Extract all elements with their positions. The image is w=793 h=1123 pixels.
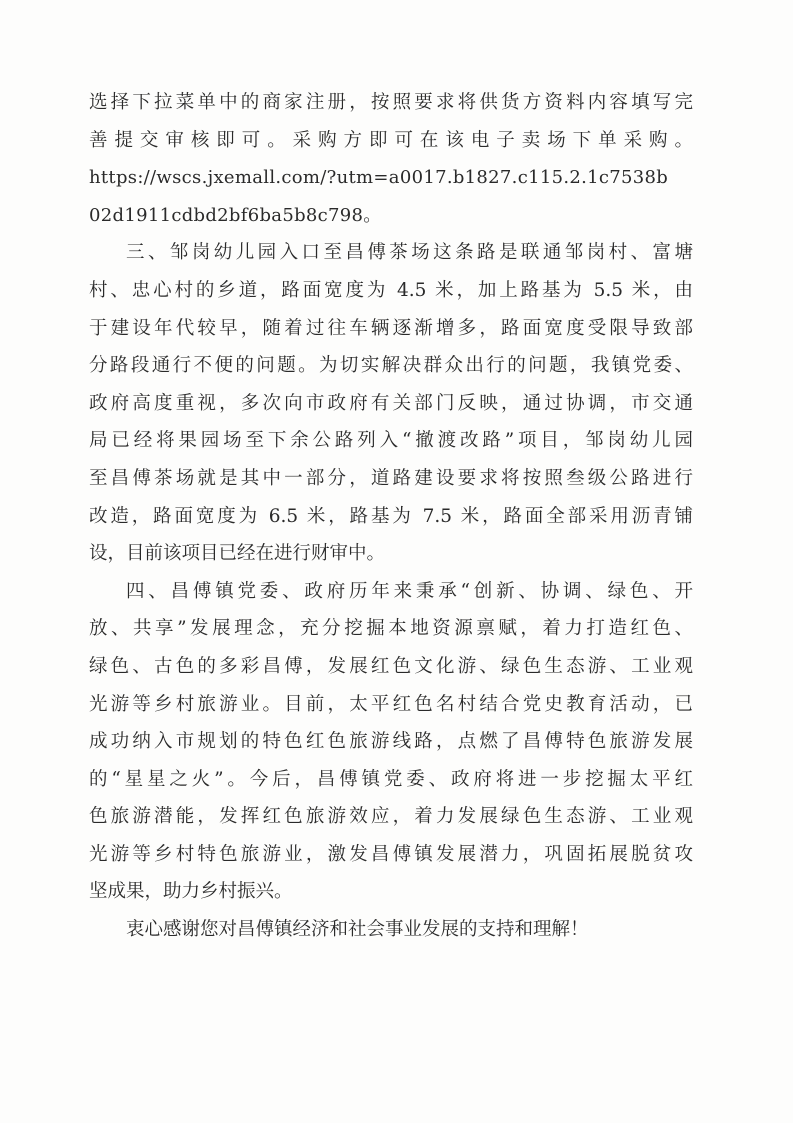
text-line: 于建设年代较早，随着过往车辆逐渐增多，路面宽度受限导致部 <box>89 317 693 339</box>
text-line: 分路段通行不便的问题。为切实解决群众出行的问题，我镇党委、 <box>89 355 693 377</box>
text-line: 绿色、古色的多彩昌傅，发展红色文化游、绿色生态游、工业观 <box>89 655 693 677</box>
text-line: 放、共享”发展理念，充分挖掘本地资源禀赋，着力打造红色、 <box>89 618 693 640</box>
text-line: 改造，路面宽度为 6.5 米，路基为 7.5 米，路面全部采用沥青铺 <box>89 505 693 527</box>
text-line: 三、邹岗幼儿园入口至昌傅茶场这条路是联通邹岗村、富塘 <box>126 242 693 264</box>
text-line: 局已经将果园场至下余公路列入“撤渡改路”项目，邹岗幼儿园 <box>89 430 693 452</box>
text-line: 善提交审核即可。采购方即可在该电子卖场下单采购。 <box>89 129 693 151</box>
text-line: 光游等乡村特色旅游业，激发昌傅镇发展潜力，巩固拓展脱贫攻 <box>89 843 693 865</box>
text-line: 的“星星之火”。今后，昌傅镇党委、政府将进一步挖掘太平红 <box>89 768 693 790</box>
text-line: 光游等乡村旅游业。目前，太平红色名村结合党史教育活动，已 <box>89 693 693 715</box>
text-line: 至昌傅茶场就是其中一部分，道路建设要求将按照叁级公路进行 <box>89 467 693 489</box>
text-line: 设，目前该项目已经在进行财审中。 <box>89 543 386 565</box>
text-line: 四、昌傅镇党委、政府历年来秉承“创新、协调、绿色、开 <box>126 580 693 602</box>
text-line: 色旅游潜能，发挥红色旅游效应，着力发展绿色生态游、工业观 <box>89 806 693 828</box>
text-line: 政府高度重视，多次向市政府有关部门反映，通过协调，市交通 <box>89 392 693 414</box>
text-line: 村、忠心村的乡道，路面宽度为 4.5 米，加上路基为 5.5 米，由 <box>89 279 693 301</box>
url-text-line: 02d1911cdbd2bf6ba5b8c798。 <box>89 204 382 226</box>
document-body <box>89 84 693 949</box>
url-text-line: https://wscs.jxemall.com/?utm=a0017.b1827.c115.2.1c7538b <box>89 167 669 189</box>
text-line: 选择下拉菜单中的商家注册，按照要求将供货方资料内容填写完 <box>89 92 693 113</box>
text-line: 衷心感谢您对昌傅镇经济和社会事业发展的支持和理解！ <box>126 919 589 941</box>
text-line: 成功纳入市规划的特色红色旅游线路，点燃了昌傅特色旅游发展 <box>89 731 693 753</box>
text-line: 坚成果，助力乡村振兴。 <box>89 881 293 903</box>
